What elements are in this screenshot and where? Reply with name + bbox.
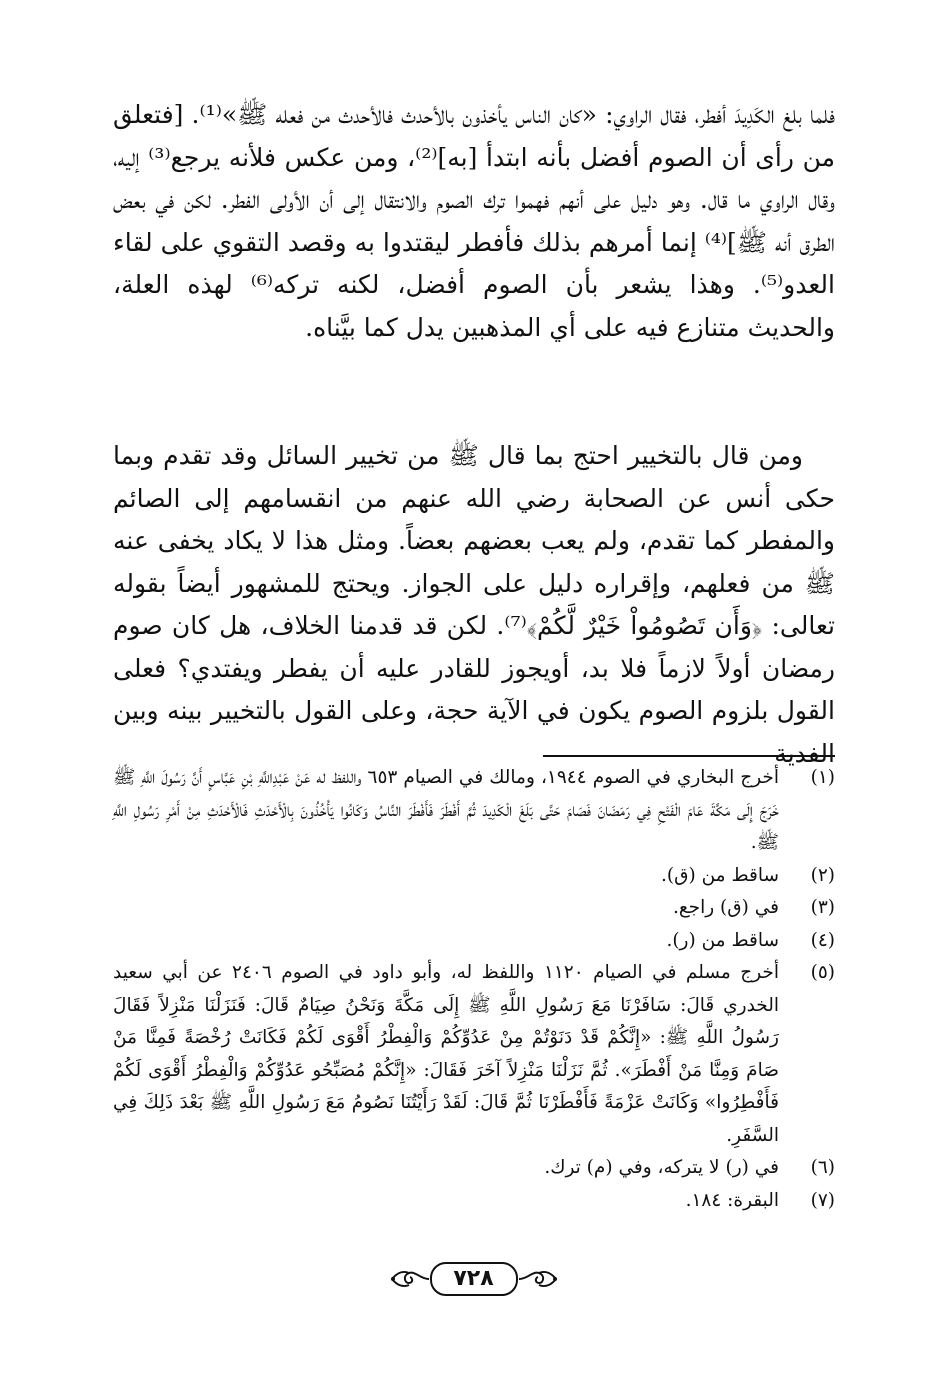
footnote-text: في (ق) راجع. bbox=[672, 897, 779, 918]
footnote-separator bbox=[543, 755, 835, 757]
footnote-3 bbox=[113, 892, 835, 925]
flourish-right-icon bbox=[518, 1266, 558, 1292]
paragraph-text: ومن قال بالتخيير احتج بما قال ﷺ من تخيير السائل وقد تقدم وبما حكى أنس عن الصحابة رضي الله عنهم من انقسامهم إلى الصائم والمفطر كما تقدم، ولم يعب بعضهم بعضاً. ومثل هذا لا يكاد يخفى عنه ﷺ من فعلهم، وإقراره دليل على الجواز. ويحتج للمشهور أيضاً بقوله تعالى: ﴿وَأَن تَصُومُواْ خَيْرٌ لَّكُمْ﴾⁽⁷⁾. لكن قد قدمنا الخلاف، هل كان صوم رمضان أولاً لازماً فلا بد، أويجوز للقادر عليه أن يفطر ويفتدي؟ فعلى القول بلزوم الصوم يكون في الآية حجة، وعلى القول بالتخيير بينه وبين الفدية bbox=[113, 441, 835, 768]
footnotes-section bbox=[113, 762, 835, 1217]
flourish-left-icon bbox=[390, 1266, 430, 1292]
footnote-number: (١) bbox=[810, 767, 835, 788]
footnote-4 bbox=[113, 925, 835, 958]
body-paragraph-2 bbox=[113, 435, 835, 775]
footnote-text: ساقط من (ر). bbox=[666, 929, 779, 951]
footnote-number: (٧) bbox=[810, 1189, 835, 1211]
footnote-number: (٢) bbox=[810, 864, 835, 886]
page-number: ٧٢٨ bbox=[430, 1262, 518, 1296]
footnote-6 bbox=[113, 1152, 835, 1185]
footnote-text: أخرج مسلم في الصيام ١١٢٠ واللفظ له، وأبو داود في الصوم ٢٤٠٦ عن أبي سعيد الخدري قَالَ: سَافَرْنَا مَعَ رَسُولِ اللَّهِ ﷺ إِلَى مَكَّةَ وَنَحْنُ صِيَامٌ قَالَ: فَنَزَلْنَا مَنْزِلاً فَقَالَ رَسُولُ اللَّهِ ﷺ: «إِنَّكُمْ قَدْ دَنَوْتُمْ مِنْ عَدُوِّكُمْ وَالْفِطْرُ أَقْوَى لَكُمْ فَكَانَتْ رُخْصَةً فَمِنَّا مَنْ صَامَ وَمِنَّا مَنْ أَفْطَرَ». ثُمَّ نَزَلْنَا مَنْزِلاً آخَرَ فَقَالَ: «إِنَّكُمْ مُصَبِّحُو عَدُوِّكُمْ وَالْفِطْرُ أَقْوَى لَكُمْ فَأَفْطِرُوا» وَكَانَتْ عَزْمَةً فَأَفْطَرْنَا ثُمَّ قَالَ: لَقَدْ رَأَيْتُنَا نَصُومُ مَعَ رَسُولِ اللَّهِ ﷺ بَعْدَ ذَلِكَ فِي السَّفَرِ. bbox=[113, 962, 779, 1146]
footnote-text: البقرة: ١٨٤. bbox=[685, 1189, 779, 1211]
footnote-number: (٤) bbox=[810, 929, 835, 951]
footnote-text: ساقط من (ق). bbox=[661, 864, 779, 886]
footnote-number: (٦) bbox=[810, 1157, 835, 1178]
page-number-ornament bbox=[390, 1262, 558, 1296]
footnote-5 bbox=[113, 957, 835, 1152]
footnote-number: (٥) bbox=[810, 962, 835, 983]
footnote-1 bbox=[113, 762, 835, 860]
paragraph-text: فلما بلغ الكَدِيدَ أفطر، فقال الراوي: «كان الناس يأخذون بالأحدث فالأحدث من فعله ﷺ»⁽¹⁾. [فتعلق من رأى أن الصوم أفضل بأنه ابتدأ [به]⁽²⁾، ومن عكس فلأنه يرجع⁽³⁾ إليه، وقال الراوي ما قال. وهو دليل على أنهم فهموا ترك الصوم والانتقال إلى أن الأولى الفطر. لكن في بعض الطرق أنه ﷺ]⁽⁴⁾ إنما أمرهم بذلك فأفطر ليقتدوا به وقصد التقوي على لقاء العدو⁽⁵⁾. وهذا يشعر بأن الصوم أفضل، لكنه تركه⁽⁶⁾ لهذه العلة، والحديث متنازع فيه على أي المذهبين يدل كما بيَّناه. bbox=[113, 100, 836, 342]
footnote-2 bbox=[113, 860, 835, 893]
footnote-number: (٣) bbox=[810, 897, 835, 918]
footnote-7 bbox=[113, 1185, 835, 1218]
footnote-text: أخرج البخاري في الصوم ١٩٤٤، ومالك في الصيام ٦٥٣ واللفظ له عَنْ عَبْدِاللَّهِ بْنِ عَبَّاسٍ أَنَّ رَسُولَ اللَّهِ ﷺ خَرَجَ إِلَى مَكَّةَ عَامَ الْفَتْحِ فِي رَمَضَانَ فَصَامَ حَتَّى بَلَغَ الْكَدِيدَ ثُمَّ أَفْطَرَ فَأَفْطَرَ النَّاسُ وَكَانُوا يَأْخُذُونَ بِالْأَحْدَثِ فَالْأَحْدَثِ مِنْ أَمْرِ رَسُولِ اللَّهِ ﷺ. bbox=[113, 767, 779, 853]
footnote-text: في (ر) لا يتركه، وفي (م) ترك. bbox=[544, 1157, 779, 1178]
body-paragraph-1 bbox=[113, 94, 835, 349]
page-footer bbox=[0, 1262, 947, 1296]
